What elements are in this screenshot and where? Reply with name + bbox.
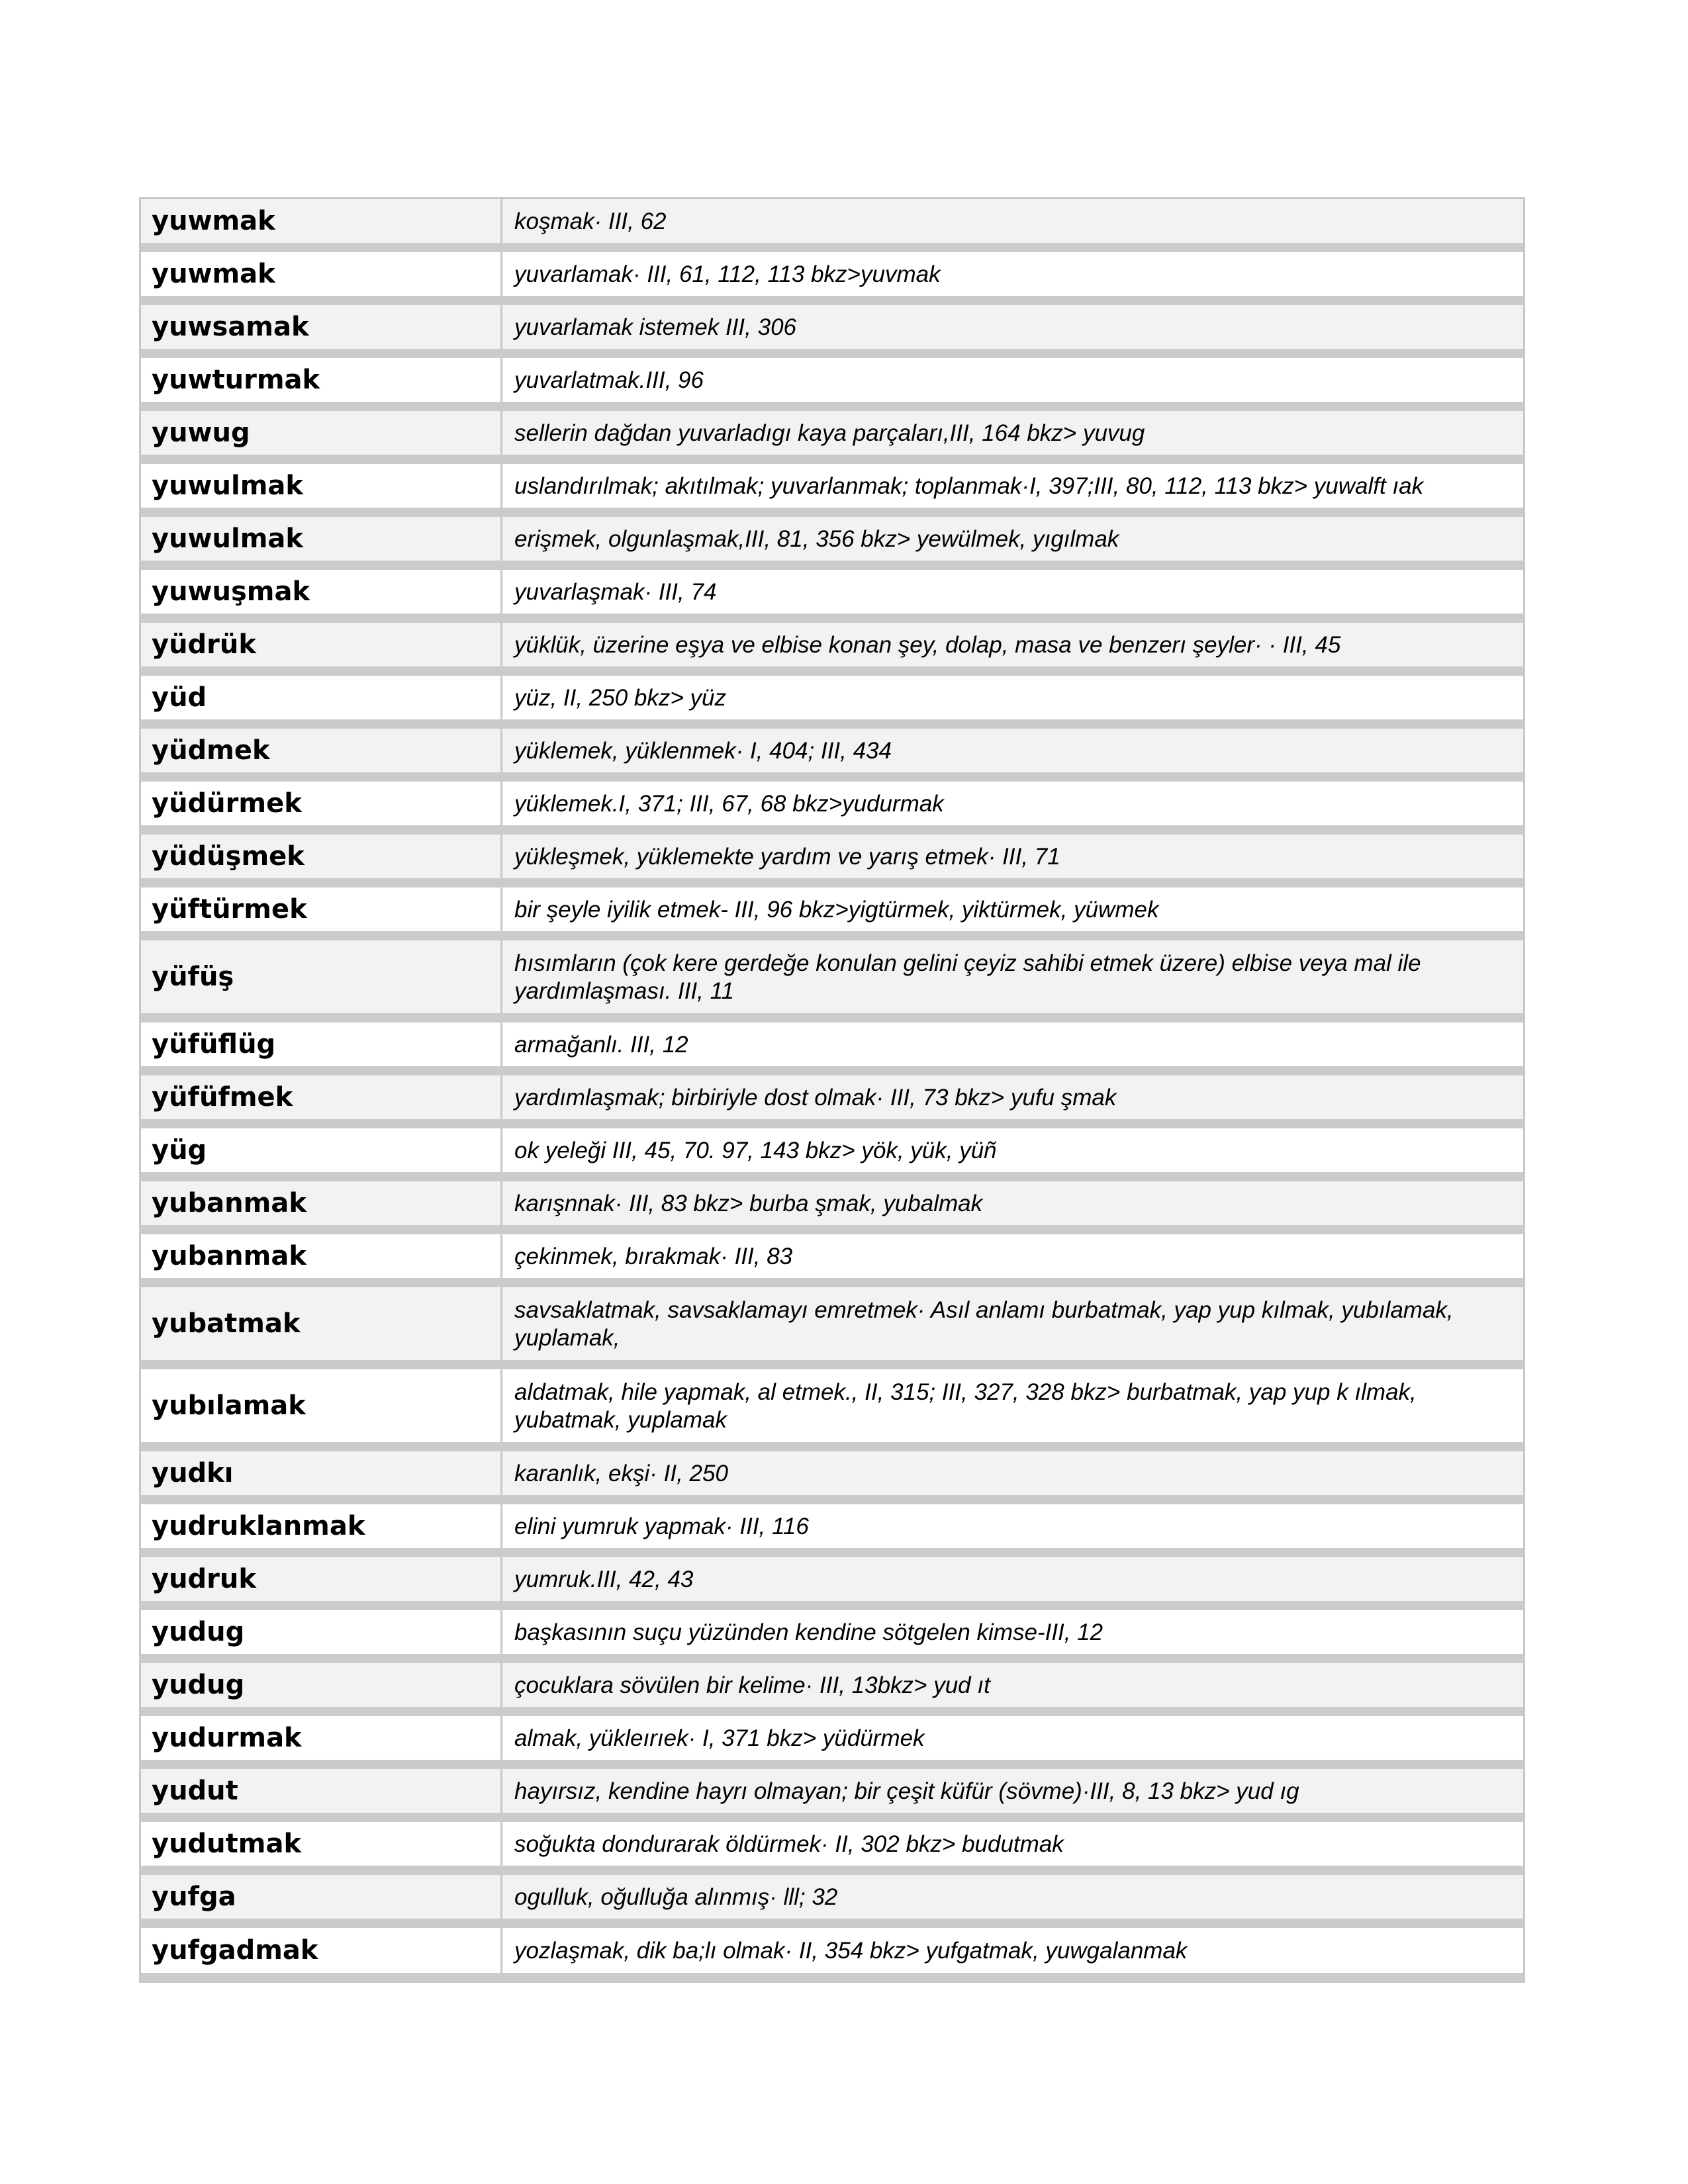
term-cell: yuwturmak	[141, 358, 502, 402]
definition-cell: savsaklatmak, savsaklamayı emretmek· Asıl anlamı burbatmak, yap yup kılmak, yubılamak, yuplamak,	[514, 1297, 1454, 1351]
definition-cell: elini yumruk yapmak· III, 116	[514, 1514, 809, 1539]
term-cell: yüg	[141, 1128, 502, 1172]
definition-cell: yüz, II, 250 bkz> yüz	[514, 685, 727, 711]
definition-cell: aldatmak, hile yapmak, al etmek., II, 315; III, 327, 328 bkz> burbatmak, yap yup k ılmak, yubatmak, yuplamak	[514, 1379, 1417, 1433]
definition-cell: yuvarlatmak.III, 96	[514, 367, 704, 393]
table-row	[141, 1504, 1523, 1557]
term-cell: yufgadmak	[141, 1928, 502, 1973]
term-cell: yüdüşmek	[141, 835, 502, 878]
term-cell: yuwmak	[141, 199, 502, 243]
definition-cell: karanlık, ekşi· II, 250	[514, 1461, 728, 1486]
definition-cell: soğukta dondurarak öldürmek· II, 302 bkz> budutmak	[514, 1831, 1064, 1857]
table-row	[141, 1023, 1523, 1075]
term-cell: yudug	[141, 1610, 502, 1654]
definition-cell: çekinmek, bırakmak· III, 83	[514, 1244, 793, 1269]
definition-cell: bir şeyle iyilik etmek- III, 96 bkz>yigtürmek, yiktürmek, yüwmek	[514, 897, 1159, 923]
term-cell: yuwulmak	[141, 517, 502, 561]
term-cell: yuwulmak	[141, 464, 502, 508]
definition-cell: ok yeleği III, 45, 70. 97, 143 bkz> yök, yük, yüñ	[514, 1138, 997, 1163]
table-row	[141, 729, 1523, 782]
table-row	[141, 1875, 1523, 1928]
definition-cell: yüklemek, yüklenmek· I, 404; III, 434	[514, 738, 892, 764]
table-row	[141, 1557, 1523, 1610]
definition-cell: almak, yükleırıek· I, 371 bkz> yüdürmek	[514, 1725, 925, 1751]
definition-cell: yüklük, üzerine eşya ve elbise konan şey, dolap, masa ve benzerı şeyler· · III, 45	[514, 632, 1341, 658]
term-cell: yüfüfmek	[141, 1075, 502, 1119]
table-row	[141, 623, 1523, 676]
definition-cell: yükleşmek, yüklemekte yardım ve yarış etmek· III, 71	[514, 844, 1060, 870]
term-cell: yufga	[141, 1875, 502, 1919]
definition-cell: armağanlı. III, 12	[514, 1032, 688, 1058]
term-cell: yuwsamak	[141, 305, 502, 349]
term-cell: yudut	[141, 1769, 502, 1813]
table-row	[141, 1928, 1523, 1981]
table-row	[141, 411, 1523, 464]
definition-cell: uslandırılmak; akıtılmak; yuvarlanmak; toplanmak·I, 397;III, 80, 112, 113 bkz> yuwalft ıak	[514, 473, 1424, 499]
definition-cell: sellerin dağdan yuvarladıgı kaya parçaları,III, 164 bkz> yuvug	[514, 420, 1145, 446]
table-row	[141, 570, 1523, 623]
term-cell: yudug	[141, 1663, 502, 1707]
term-cell: yuwug	[141, 411, 502, 455]
definition-cell: hayırsız, kendine hayrı olmayan; bir çeşit küfür (sövme)·III, 8, 13 bkz> yud ıg	[514, 1778, 1299, 1804]
term-cell: yubatmak	[141, 1287, 502, 1360]
definition-cell: koşmak· III, 62	[514, 208, 667, 234]
term-cell: yüftürmek	[141, 887, 502, 931]
table-row	[141, 1181, 1523, 1234]
term-cell: yudruk	[141, 1557, 502, 1601]
table-row	[141, 835, 1523, 887]
table-row	[141, 1663, 1523, 1716]
term-cell: yubılamak	[141, 1369, 502, 1442]
table-row	[141, 1287, 1523, 1369]
definition-cell: yuvarlamak· III, 61, 112, 113 bkz>yuvmak	[514, 261, 941, 287]
term-cell: yüdürmek	[141, 782, 502, 825]
table-row	[141, 1369, 1523, 1451]
table-row	[141, 940, 1523, 1023]
definition-cell: yuvarlaşmak· III, 74	[514, 579, 717, 605]
term-cell: yuwmak	[141, 252, 502, 296]
table-row	[141, 1610, 1523, 1663]
table-row	[141, 305, 1523, 358]
table-row	[141, 517, 1523, 570]
table-row	[141, 1769, 1523, 1822]
table-row	[141, 358, 1523, 411]
term-cell: yudurmak	[141, 1716, 502, 1760]
definition-cell: başkasının suçu yüzünden kendine sötgelen kimse-III, 12	[514, 1619, 1103, 1645]
term-cell: yüdrük	[141, 623, 502, 666]
dictionary-table	[139, 197, 1525, 1983]
table-row	[141, 676, 1523, 729]
term-cell: yüfüş	[141, 940, 502, 1013]
table-row	[141, 1451, 1523, 1504]
table-row	[141, 199, 1523, 252]
term-cell: yubanmak	[141, 1234, 502, 1278]
definition-cell: yuvarlamak istemek III, 306	[514, 314, 796, 340]
definition-cell: karışnnak· III, 83 bkz> burba şmak, yubalmak	[514, 1191, 983, 1216]
table-row	[141, 887, 1523, 940]
term-cell: yubanmak	[141, 1181, 502, 1225]
table-row	[141, 1822, 1523, 1875]
term-cell: yüdmek	[141, 729, 502, 772]
definition-cell: yardımlaşmak; birbiriyle dost olmak· III, 73 bkz> yufu şmak	[514, 1085, 1117, 1111]
definition-cell: erişmek, olgunlaşmak,III, 81, 356 bkz> yewülmek, yıgılmak	[514, 526, 1119, 552]
table-row	[141, 464, 1523, 517]
term-cell: yüfüflüg	[141, 1023, 502, 1066]
table-row	[141, 1128, 1523, 1181]
definition-cell: hısımların (çok kere gerdeğe konulan gelini çeyiz sahibi etmek üzere) elbise veya mal ile yardımlaşması. III, 11	[514, 950, 1421, 1004]
definition-cell: yumruk.III, 42, 43	[514, 1567, 694, 1592]
term-cell: yuwuşmak	[141, 570, 502, 614]
definition-cell: ogulluk, oğulluğa alınmış· lll; 32	[514, 1884, 838, 1910]
table-row	[141, 782, 1523, 835]
table-row	[141, 1234, 1523, 1287]
table-row	[141, 1716, 1523, 1769]
table-row	[141, 252, 1523, 305]
term-cell: yudutmak	[141, 1822, 502, 1866]
definition-cell: yüklemek.I, 371; III, 67, 68 bkz>yudurmak	[514, 791, 944, 817]
definition-cell: yozlaşmak, dik ba;lı olmak· II, 354 bkz> yufgatmak, yuwgalanmak	[514, 1938, 1188, 1964]
term-cell: yudruklanmak	[141, 1504, 502, 1548]
term-cell: yüd	[141, 676, 502, 719]
table-row	[141, 1075, 1523, 1128]
definition-cell: çocuklara sövülen bir kelime· III, 13bkz> yud ıt	[514, 1672, 990, 1698]
term-cell: yudkı	[141, 1451, 502, 1495]
